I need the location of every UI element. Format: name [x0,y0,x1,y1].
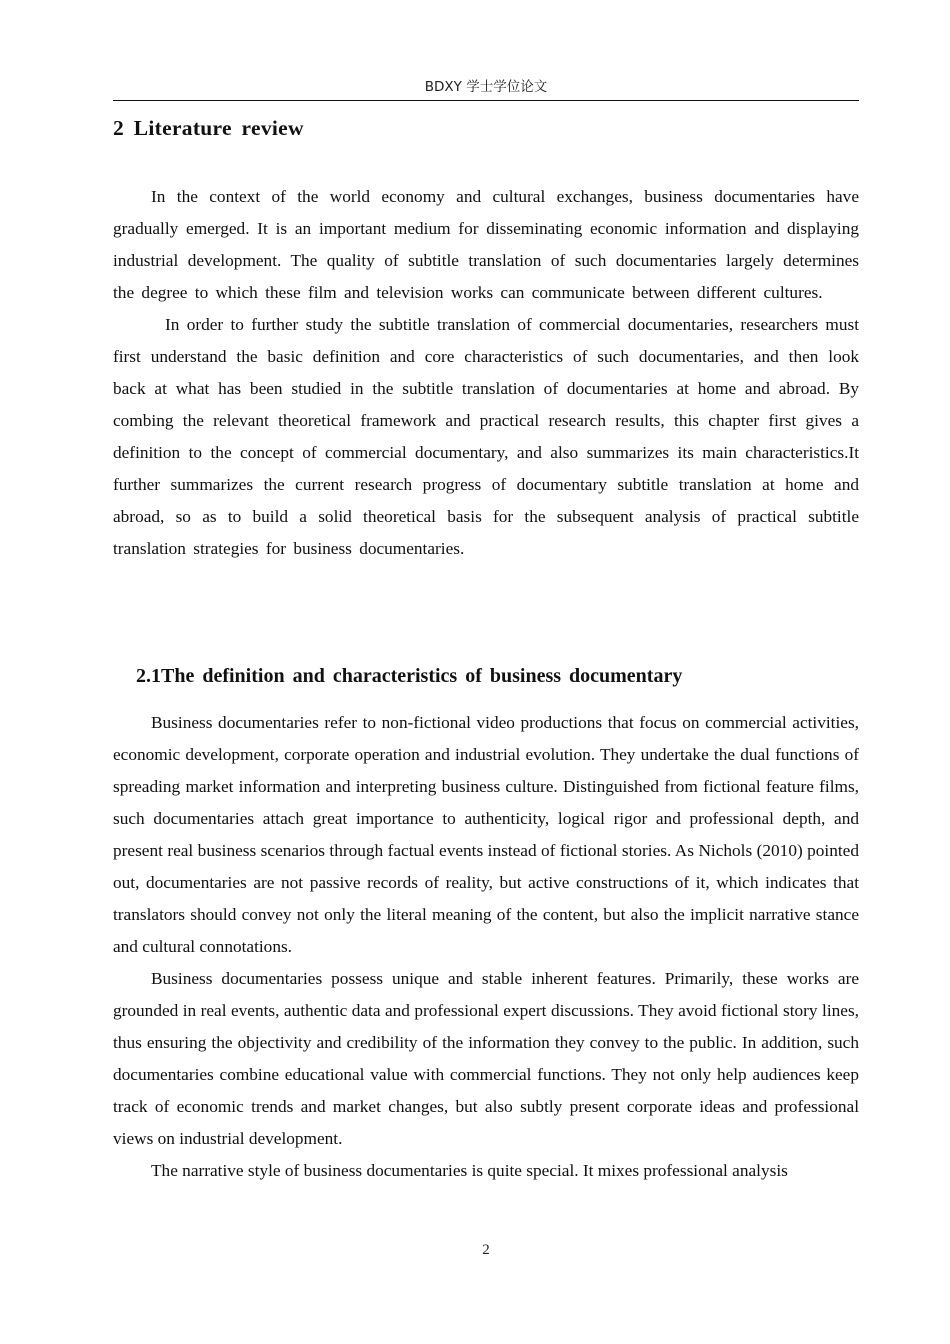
paragraph: In the context of the world economy and cultural exchanges, business documentaries have gradually emerged. It is an important medium for disseminating economic information and displaying industrial development. The quality of subtitle translation of such documentaries largely determines the degree to which these film and television works can communicate between different cultures. [113,187,859,302]
chapter-intro [113,181,859,565]
section-title: 2.1The definition and characteristics of business documentary [136,665,683,687]
section-body [113,707,859,1187]
paragraph: In order to further study the subtitle translation of commercial documentaries, researchers must first understand the basic definition and core characteristics of such documentaries, and then look back at what has been studied in the subtitle translation of documentaries at home and abroad. By combing the relevant theoretical framework and practical research results, this chapter first gives a definition to the concept of commercial documentary, and also summarizes its main characteristics.It further summarizes the current research progress of documentary subtitle translation at home and abroad, so as to build a solid theoretical basis for the subsequent analysis of practical subtitle translation strategies for business documentaries. [113,315,859,558]
paragraph: The narrative style of business documentaries is quite special. It mixes professional analysis [151,1161,788,1180]
paragraph: Business documentaries possess unique and stable inherent features. Primarily, these works are grounded in real events, authentic data and professional expert discussions. They avoid fictional story lines, thus ensuring the objectivity and credibility of the information they convey to the public. In addition, such documentaries combine educational value with commercial functions. They not only help audiences keep track of economic trends and market changes, but also subtly present corporate ideas and professional views on industrial development. [113,969,859,1148]
chapter-title: 2 Literature review [113,116,304,140]
page-number: 2 [482,1242,490,1258]
paragraph: Business documentaries refer to non-fictional video productions that focus on commercial activities, economic development, corporate operation and industrial evolution. They undertake the dual functions of spreading market information and interpreting business culture. Distinguished from fictional feature films, such documentaries attach great importance to authenticity, logical rigor and professional depth, and present real business scenarios through factual events instead of fictional stories. As Nichols (2010) pointed out, documentaries are not passive records of reality, but active constructions of it, which indicates that translators should convey not only the literal meaning of the content, but also the implicit narrative stance and cultural connotations. [113,713,859,956]
header-rule [113,100,859,101]
running-header: BDXY 学士学位论文 [424,79,548,95]
